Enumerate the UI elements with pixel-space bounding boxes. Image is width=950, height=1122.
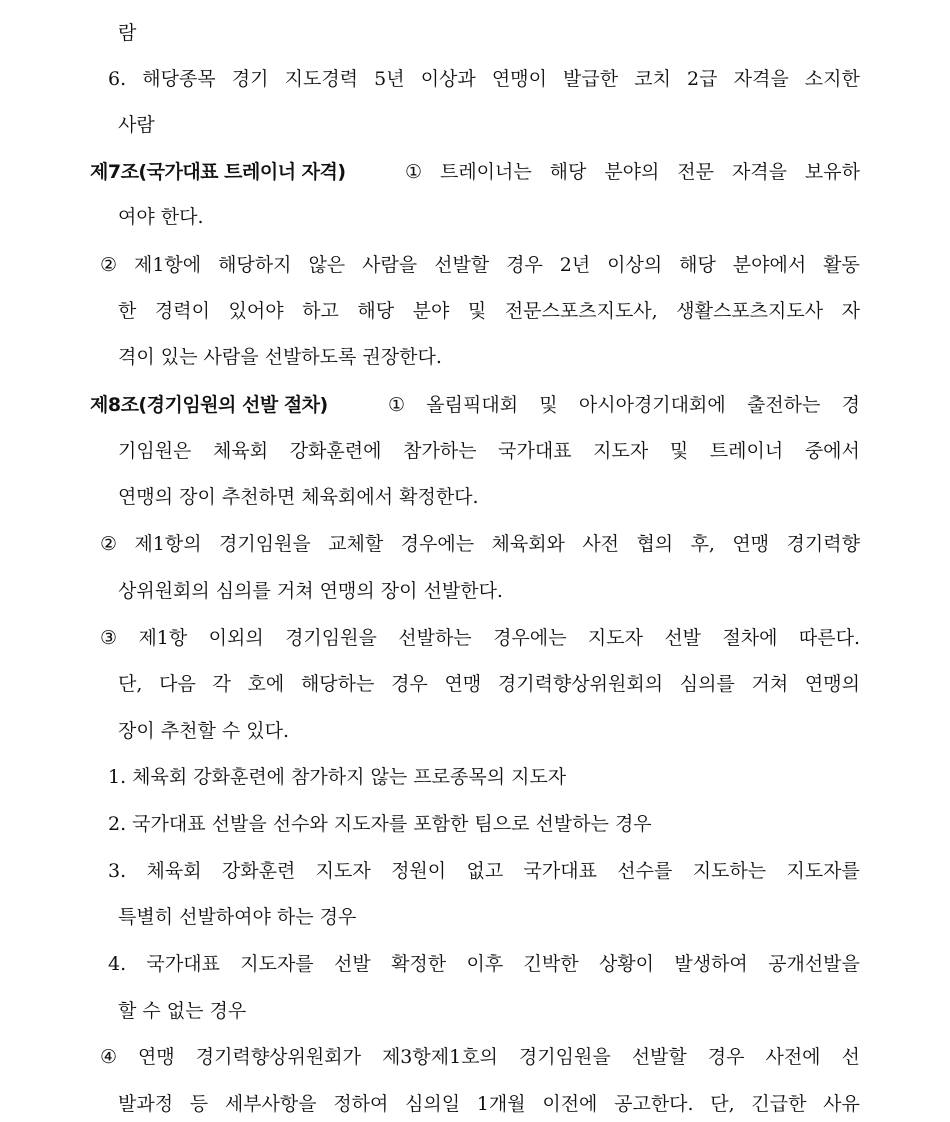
word: 선발하는	[398, 627, 472, 649]
word: 체육회	[213, 440, 269, 462]
word: 경력이	[154, 300, 210, 322]
word: 제1항	[138, 627, 188, 649]
word: 해당	[357, 300, 395, 322]
word: 심의를	[679, 673, 735, 695]
word: 사전에	[765, 1046, 821, 1068]
word: 긴박한	[523, 953, 579, 975]
word: 전문	[677, 161, 715, 183]
article-heading: 제8조(경기임원의 선발 절차)	[90, 394, 328, 416]
word: 호에	[247, 673, 285, 695]
word: 발과정	[118, 1093, 174, 1115]
text-line-justified	[100, 623, 860, 653]
word: 있어야	[228, 300, 284, 322]
word: 제3항제1호의	[381, 1046, 498, 1068]
word: 2급	[687, 68, 718, 90]
word: ④	[100, 1046, 118, 1068]
word: 활동	[823, 254, 860, 276]
word: 선발할	[434, 254, 490, 276]
word: 선발할	[631, 1046, 687, 1068]
word: 경	[841, 394, 860, 416]
word: 올림픽대회	[426, 394, 519, 416]
word: 트레이너	[709, 440, 784, 462]
word: 자	[841, 300, 860, 322]
word: 국가대표	[523, 860, 597, 882]
word: 절차에	[722, 627, 778, 649]
word: 교체할	[328, 533, 384, 555]
word: 중에서	[804, 440, 860, 462]
text-line-justified	[118, 669, 860, 699]
word: 경우	[391, 673, 428, 695]
word: 선	[841, 1046, 860, 1068]
word: 자격을	[731, 161, 787, 183]
word: 한	[118, 300, 137, 322]
word: ①	[405, 161, 423, 183]
word: 경기력향상위원회가	[195, 1046, 361, 1068]
word: 강화훈련	[221, 860, 296, 882]
word: 경우에는	[493, 627, 567, 649]
word: 분야	[412, 300, 450, 322]
text-line: 연맹의 장이 추천하면 체육회에서 확정한다.	[118, 486, 479, 508]
word: 4.	[108, 953, 127, 975]
word: 사유	[823, 1093, 860, 1115]
word: 제1항의	[134, 533, 202, 555]
word: 지도자를	[240, 953, 314, 975]
word: 전문스포츠지도사,	[504, 300, 658, 322]
word: 5년	[374, 68, 405, 90]
word: 사람을	[362, 254, 418, 276]
word: 공고한다.	[614, 1093, 694, 1115]
word: 협의	[636, 533, 674, 555]
text-line-justified	[118, 296, 860, 326]
word: 거쳐	[751, 673, 789, 695]
word: 자격을	[733, 68, 789, 90]
word: 경우	[506, 254, 543, 276]
text-line: 상위원회의 심의를 거쳐 연맹의 장이 선발한다.	[118, 580, 503, 602]
article-8-row	[90, 390, 860, 420]
word: 긴급한	[751, 1093, 807, 1115]
word: 다음	[159, 673, 196, 695]
text-line-justified	[100, 250, 860, 280]
word: 이전에	[542, 1093, 598, 1115]
word: 단,	[118, 673, 143, 695]
word: 연맹	[138, 1046, 175, 1068]
list-item: 1. 체육회 강화훈련에 참가하지 않는 프로종목의 지도자	[108, 766, 567, 788]
word: 경우	[707, 1046, 745, 1068]
text-line-justified	[118, 436, 860, 466]
text-line-justified	[388, 390, 860, 420]
word: 출전하는	[746, 394, 821, 416]
text-line: 여야 한다.	[118, 206, 204, 228]
word: 참가하는	[403, 440, 477, 462]
word: 분야의	[604, 161, 660, 183]
word: 연맹의	[804, 673, 860, 695]
word: 분야에서	[732, 254, 807, 276]
word: 심의일	[405, 1093, 461, 1115]
text-line-justified	[118, 1089, 860, 1119]
text-line: 특별히 선발하여야 하는 경우	[118, 906, 357, 928]
word: 선수를	[617, 860, 673, 882]
word: 체육회와	[491, 533, 565, 555]
word: 6.	[108, 68, 127, 90]
word: 해당	[549, 161, 587, 183]
word: 이외의	[208, 627, 264, 649]
word: 지도경력	[284, 68, 359, 90]
text-line: 사람	[118, 114, 155, 136]
word: 지도하는	[692, 860, 767, 882]
word: 각	[212, 673, 231, 695]
word: 연맹	[732, 533, 770, 555]
word: 트레이너는	[439, 161, 532, 183]
text-line: 격이 있는 사람을 선발하도록 권장한다.	[118, 346, 442, 368]
word: 체육회	[146, 860, 202, 882]
word: 3.	[108, 860, 127, 882]
word: 소지한	[804, 68, 860, 90]
text-line-justified	[100, 529, 860, 559]
text-line: 람	[118, 22, 137, 44]
word: 코치	[634, 68, 671, 90]
word: 제1항에	[133, 254, 202, 276]
word: 않은	[308, 254, 346, 276]
word: 생활스포츠지도사	[676, 300, 824, 322]
word: 해당하는	[300, 673, 375, 695]
word: 단,	[710, 1093, 735, 1115]
word: 경기임원을	[285, 627, 377, 649]
word: 경우에는	[400, 533, 475, 555]
word: 경기	[231, 68, 269, 90]
word: 후,	[690, 533, 715, 555]
text-line-justified	[108, 64, 860, 94]
word: 발생하여	[674, 953, 748, 975]
word: ②	[100, 533, 118, 555]
word: 없고	[466, 860, 504, 882]
word: 경기임원을	[518, 1046, 611, 1068]
word: 해당하지	[218, 254, 292, 276]
word: ①	[388, 394, 406, 416]
list-item-justified	[108, 856, 860, 886]
word: 및	[467, 300, 487, 322]
article-heading: 제7조(국가대표 트레이너 자격)	[90, 161, 346, 183]
word: 지도자	[587, 627, 643, 649]
word: 연맹	[444, 673, 482, 695]
word: 경기임원을	[219, 533, 311, 555]
word: 경기력향상위원회의	[497, 673, 664, 695]
word: 지도자	[315, 860, 371, 882]
word: 보유하	[804, 161, 860, 183]
word: 등	[189, 1093, 209, 1115]
word: 및	[539, 394, 558, 416]
word: 국가대표	[146, 953, 220, 975]
word: 선발	[664, 627, 702, 649]
word: ②	[100, 254, 118, 276]
text-line-justified	[405, 157, 860, 187]
word: 국가대표	[498, 440, 572, 462]
word: 세부사항을	[224, 1093, 317, 1115]
list-item: 2. 국가대표 선발을 선수와 지도자를 포함한 팀으로 선발하는 경우	[108, 813, 652, 835]
word: 사전	[582, 533, 620, 555]
word: 아시아경기대회에	[578, 394, 726, 416]
text-line-justified	[100, 1042, 860, 1072]
word: 이후	[466, 953, 504, 975]
word: 2년	[559, 254, 591, 276]
word: 발급한	[563, 68, 619, 90]
word: 및	[669, 440, 689, 462]
text-line: 할 수 없는 경우	[118, 1000, 247, 1022]
word: 정하여	[333, 1093, 389, 1115]
word: 상황이	[598, 953, 655, 975]
word: 지도자를	[786, 860, 860, 882]
word: 이상의	[607, 254, 663, 276]
word: 1개월	[476, 1093, 526, 1115]
word: 따른다.	[798, 627, 860, 649]
article-7-row	[90, 157, 860, 187]
word: 강화훈련에	[289, 440, 382, 462]
list-item-justified	[108, 949, 860, 979]
word: 경기력향	[786, 533, 860, 555]
word: ③	[100, 627, 118, 649]
word: 선발	[334, 953, 371, 975]
word: 연맹이	[491, 68, 547, 90]
text-line: 장이 추천할 수 있다.	[118, 720, 289, 742]
word: 하고	[302, 300, 339, 322]
word: 이상과	[420, 68, 476, 90]
word: 기임원은	[118, 440, 192, 462]
word: 해당종목	[142, 68, 216, 90]
word: 지도자	[593, 440, 649, 462]
word: 정원이	[391, 860, 447, 882]
word: 확정한	[391, 953, 447, 975]
word: 공개선발을	[768, 953, 860, 975]
word: 해당	[679, 254, 716, 276]
